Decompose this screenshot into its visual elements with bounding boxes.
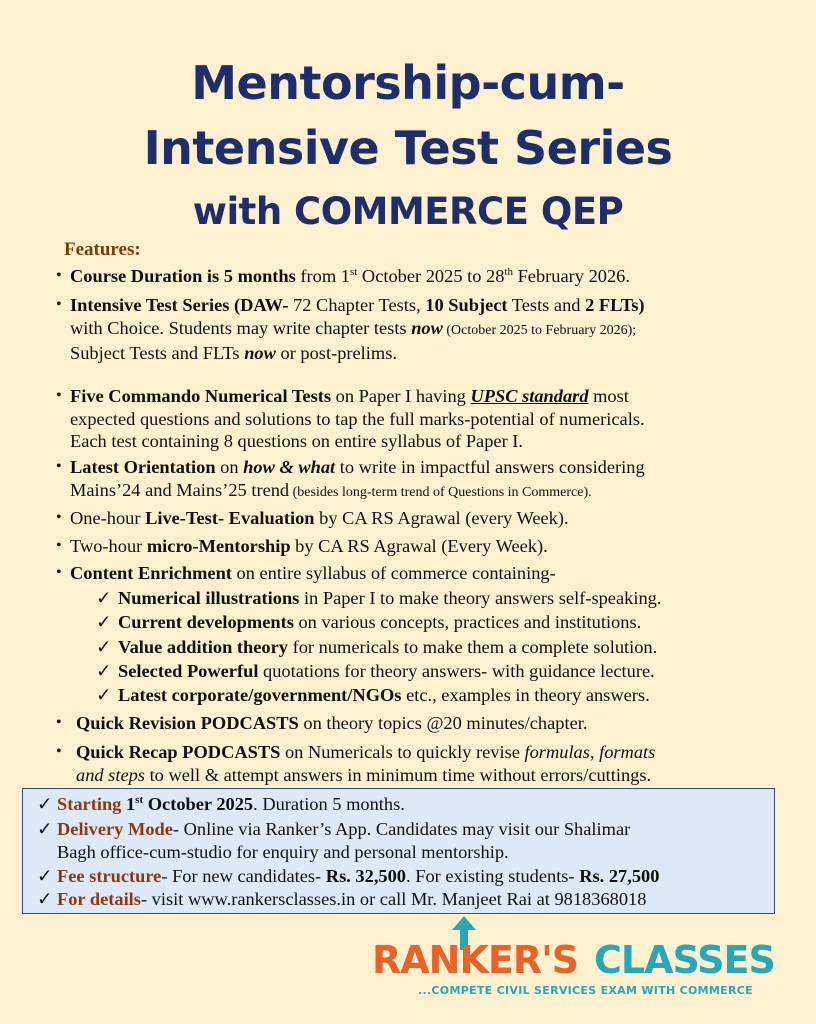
bullet-icon: • [56,387,62,404]
feature-intensive-test-series: • Intensive Test Series (DAW- 72 Chapter Tests, 10 Subject Tests and 2 FLTs) with Choice. Students may write chapter tests now (October 2025 to February 2026); Subject Tests and FLTs now or post-prelims. [56,295,645,363]
sub-feature-examples: ✓ Latest corporate/government/NGOs etc., examples in theory answers. [96,685,650,705]
page-title-line-1: Mentorship-cum- [191,56,625,110]
feature-course-duration: • Course Duration is 5 months from 1st October 2025 to 28th February 2026. [56,265,630,286]
feature-commando-tests: • Five Commando Numerical Tests on Paper I having UPSC standard most expected questions and solutions to tap the full marks-potential of numericals. Each test containing 8 questions on entire syllabus of Paper I. [56,386,645,451]
feature-revision-podcasts: • Quick Revision PODCASTS on theory topics @20 minutes/chapter. [56,713,588,733]
logo-text-rankers: RANKER'S [372,938,579,982]
sub-feature-current-developments: ✓ Current developments on various concepts, practices and institutions. [96,612,642,632]
feature-live-test-evaluation: • One-hour Live-Test- Evaluation by CA RS Agrawal (every Week). [56,508,569,528]
feature-content-enrichment: • Content Enrichment on entire syllabus of commerce containing- [56,563,556,583]
bullet-icon: • [56,267,62,284]
check-icon: ✓ [96,612,112,632]
rankers-classes-logo [372,930,775,1000]
info-starting: ✓ Starting 1st October 2025. Duration 5 months. [37,793,405,814]
check-icon: ✓ [96,637,112,657]
feature-recap-podcasts: • Quick Recap PODCASTS on Numericals to quickly revise formulas, formats and steps to well & attempt answers in minimum time without errors/cuttings. [56,742,656,785]
check-icon: ✓ [96,661,112,681]
check-icon: ✓ [37,819,53,839]
sub-feature-value-addition: ✓ Value addition theory for numericals to make them a complete solution. [96,637,658,657]
feature-micro-mentorship: • Two-hour micro-Mentorship by CA RS Agrawal (Every Week). [56,536,548,556]
bullet-icon: • [56,296,62,313]
info-delivery-mode: ✓ Delivery Mode- Online via Ranker’s App. Candidates may visit our Shalimar Bagh office-cum-studio for enquiry and personal mentorship. [37,819,631,862]
bullet-icon: • [56,743,62,760]
bullet-icon: • [56,458,62,475]
features-heading: Features: [64,239,141,260]
bullet-icon: • [56,564,62,581]
info-fee-structure: ✓ Fee structure- For new candidates- Rs. 32,500. For existing students- Rs. 27,500 [37,866,660,886]
info-details: ✓ For details- visit www.rankersclasses.in or call Mr. Manjeet Rai at 9818368018 [37,889,647,909]
bullet-icon: • [56,509,62,526]
logo-text-classes: CLASSES [594,938,775,982]
page-subtitle: with COMMERCE QEP [192,190,624,233]
check-icon: ✓ [96,685,112,705]
sub-feature-quotations: ✓ Selected Powerful quotations for theory answers- with guidance lecture. [96,661,655,681]
check-icon: ✓ [37,866,53,886]
page-title-line-2: Intensive Test Series [143,121,673,175]
feature-latest-orientation: • Latest Orientation on how & what to write in impactful answers considering Mains’24 and Mains’25 trend (besides long-term trend of Questions in Commerce). [56,457,645,500]
sub-feature-numerical-illustrations: ✓ Numerical illustrations in Paper I to make theory answers self-speaking. [96,588,662,608]
bullet-icon: • [56,537,62,554]
check-icon: ✓ [37,794,53,814]
bullet-icon: • [56,714,62,731]
info-box [22,788,775,914]
check-icon: ✓ [96,588,112,608]
check-icon: ✓ [37,889,53,909]
logo-tagline: ...COMPETE CIVIL SERVICES EXAM WITH COMMERCE [418,984,753,997]
